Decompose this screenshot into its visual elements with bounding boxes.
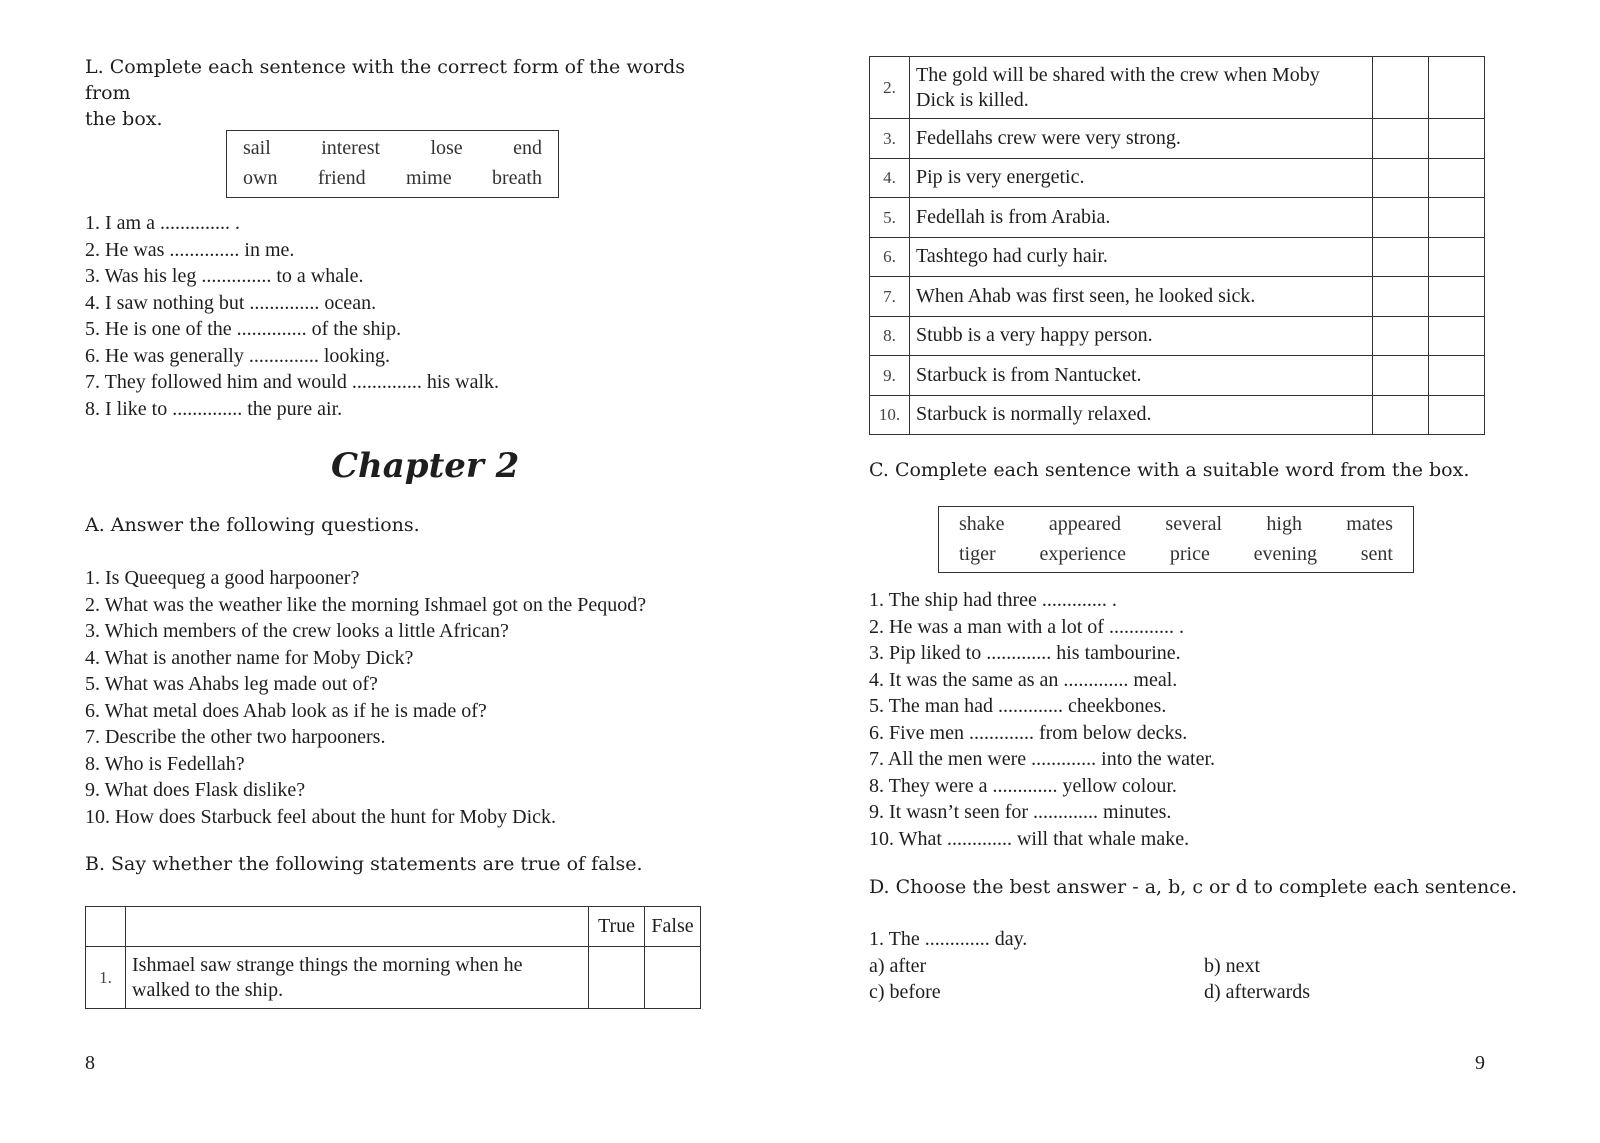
word-box-word: breath [491,167,542,189]
true-answer-cell[interactable] [1373,198,1429,238]
false-answer-cell[interactable] [1429,277,1485,317]
row-statement: Starbuck is from Nantucket. [910,356,1373,396]
row-statement: When Ahab was first seen, he looked sick. [910,277,1373,317]
sentence-item: 2. He was .............. in me. [85,238,295,261]
row-number: 4. [870,158,910,198]
section-a-questions [85,565,646,830]
section-b-heading: B. Say whether the following statements are true of false. [85,853,643,875]
table-row [870,356,1485,396]
section-l-heading-line2: the box. [85,108,163,130]
true-answer-cell[interactable] [1373,237,1429,277]
row-statement: Stubb is a very happy person. [910,316,1373,356]
word-box-word: end [513,137,542,159]
row-statement: Fedellah is from Arabia. [910,198,1373,238]
word-box-row [243,133,542,163]
row-number: 1. [86,947,126,1009]
sentence-item: 7. They followed him and would .............. his walk. [85,371,500,393]
false-answer-cell[interactable] [1429,119,1485,159]
table-row [870,316,1485,356]
word-box-word: sent [1360,543,1393,565]
false-answer-cell[interactable] [1429,57,1485,119]
false-answer-cell[interactable] [1429,395,1485,435]
false-answer-cell[interactable] [1429,356,1485,396]
true-false-table-right [869,56,1485,435]
sentence-item: 2. He was a man with a lot of ............. . [869,615,1184,638]
table-row [870,395,1485,435]
sentence-item: 10. What ............. will that whale make. [869,827,1190,850]
word-box-word: several [1165,513,1223,535]
sentence-item: 3. Was his leg .............. to a whale. [85,265,364,287]
sentence-item: 1. The ship had three ............. . [869,589,1117,611]
section-d-heading: D. Choose the best answer - a, b, c or d to complete each sentence. [869,876,1518,898]
row-statement-line: Ishmael saw strange things the morning when he [132,953,523,976]
word-box-word: appeared [1048,513,1122,535]
true-column-header: True [589,907,645,947]
word-box-word: price [1169,543,1210,565]
section-c-sentences [869,587,1215,852]
answer-option-c[interactable]: c) before [869,981,941,1003]
false-answer-cell[interactable] [1429,158,1485,198]
false-answer-cell[interactable] [1429,198,1485,238]
row-number: 8. [870,316,910,356]
question-item: 8. Who is Fedellah? [85,752,245,775]
question-item: 2. What was the weather like the morning Ishmael got on the Pequod? [85,593,647,616]
word-box-word: high [1266,513,1302,535]
question-item: 4. What is another name for Moby Dick? [85,646,414,669]
row-statement: Fedellahs crew were very strong. [910,119,1373,159]
section-d-question [869,926,1489,1006]
table-row [86,947,701,1009]
word-box-word: mates [1346,513,1393,535]
question-item: 5. What was Ahabs leg made out of? [85,673,378,695]
row-number: 10. [870,395,910,435]
word-box-word: own [243,167,278,189]
question-item: 1. The ............. day. [869,928,1028,950]
table-row [870,198,1485,238]
chapter-title: Chapter 2 [331,446,520,486]
sentence-item: 4. I saw nothing but .............. ocean. [85,291,377,314]
page-number: 9 [1475,1052,1485,1074]
row-statement: Starbuck is normally relaxed. [910,395,1373,435]
row-statement: Pip is very energetic. [910,158,1373,198]
row-number: 7. [870,277,910,317]
row-statement: Tashtego had curly hair. [910,237,1373,277]
true-answer-cell[interactable] [589,947,645,1009]
word-box-word: interest [321,137,381,159]
question-item: 9. What does Flask dislike? [85,779,306,801]
word-box-word: friend [317,167,366,189]
row-statement [126,947,589,1009]
question-item: 6. What metal does Ahab look as if he is made of? [85,699,487,722]
section-l-heading [85,54,725,132]
section-l-heading-line1: L. Complete each sentence with the correct form of the words from [85,56,686,104]
answer-option-d[interactable]: d) afterwards [1204,981,1311,1003]
word-box-c [938,506,1414,573]
true-answer-cell[interactable] [1373,395,1429,435]
row-number: 5. [870,198,910,238]
table-row [870,119,1485,159]
answer-options-row [869,953,1489,980]
row-statement [910,57,1373,119]
row-statement-line: walked to the ship. [132,978,284,1001]
true-answer-cell[interactable] [1373,119,1429,159]
question-item: 7. Describe the other two harpooners. [85,726,386,748]
row-number: 6. [870,237,910,277]
false-answer-cell[interactable] [645,947,701,1009]
question-item: 1. Is Queequeg a good harpooner? [85,567,360,589]
row-number: 2. [870,57,910,119]
sentence-item: 6. Five men ............. from below decks. [869,721,1188,744]
false-answer-cell[interactable] [1429,316,1485,356]
sentence-item: 4. It was the same as an ............. meal. [869,668,1178,691]
sentence-item: 5. The man had ............. cheekbones. [869,695,1167,717]
true-answer-cell[interactable] [1373,57,1429,119]
table-row [870,158,1485,198]
word-box-word: shake [959,513,1005,535]
sentence-item: 1. I am a .............. . [85,212,240,234]
sentence-item: 5. He is one of the .............. of the ship. [85,318,402,340]
sentence-item: 3. Pip liked to ............. his tambourine. [869,642,1181,664]
question-item: 10. How does Starbuck feel about the hunt for Moby Dick. [85,805,557,828]
word-box-word: experience [1039,543,1127,565]
sentence-item: 8. I like to .............. the pure air. [85,397,343,420]
section-l-sentences [85,210,499,422]
word-box-row [959,539,1393,569]
table-header-statement-cell [126,907,589,947]
true-answer-cell[interactable] [1373,158,1429,198]
answer-option-b[interactable]: b) next [1204,954,1261,977]
answer-option-a[interactable]: a) after [869,954,927,977]
word-box-word: tiger [959,543,996,565]
sentence-item: 9. It wasn’t seen for ............. minutes. [869,801,1172,823]
true-false-table-left [85,906,701,1009]
question-item: 3. Which members of the crew looks a little African? [85,620,509,642]
sentence-item: 6. He was generally .............. looking. [85,344,390,367]
table-row [870,237,1485,277]
table-row [870,57,1485,119]
word-box-word: lose [430,137,463,159]
row-number: 9. [870,356,910,396]
row-statement-line: The gold will be shared with the crew when Moby [916,63,1320,86]
true-answer-cell[interactable] [1373,356,1429,396]
row-statement-line: Dick is killed. [916,88,1029,111]
word-box-row [243,163,542,193]
section-a-heading: A. Answer the following questions. [85,514,420,536]
word-box-word: mime [406,167,452,189]
table-header-row [86,907,701,947]
true-answer-cell[interactable] [1373,316,1429,356]
true-answer-cell[interactable] [1373,277,1429,317]
false-column-header: False [645,907,701,947]
word-box-word: sail [243,137,271,159]
sentence-item: 7. All the men were ............. into the water. [869,748,1216,770]
table-header-num-cell [86,907,126,947]
word-box-l [226,130,559,198]
answer-options-row [869,979,1489,1006]
row-number: 3. [870,119,910,159]
sentence-item: 8. They were a ............. yellow colour. [869,774,1177,797]
right-page [800,0,1600,1143]
word-box-word: evening [1253,543,1317,565]
table-row [870,277,1485,317]
false-answer-cell[interactable] [1429,237,1485,277]
word-box-row [959,509,1393,539]
section-c-heading: C. Complete each sentence with a suitable word from the box. [869,459,1470,481]
page-number: 8 [85,1052,95,1074]
